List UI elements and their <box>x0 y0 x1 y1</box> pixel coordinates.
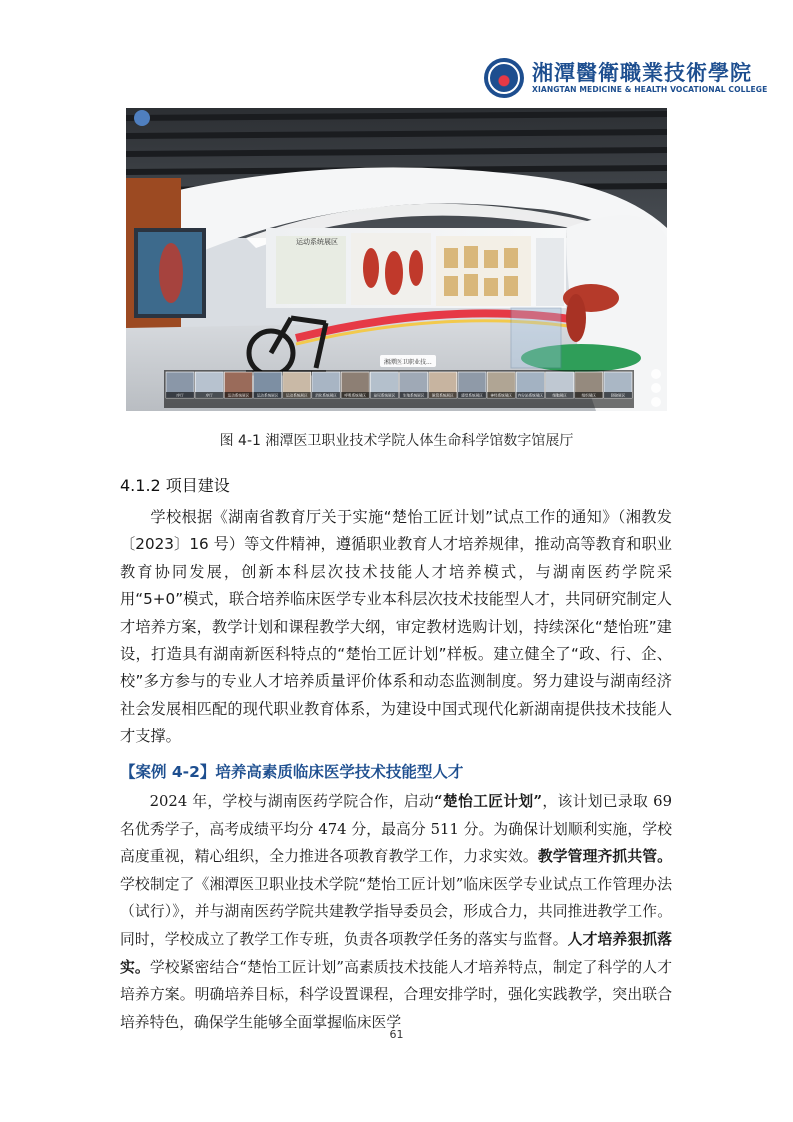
tour-thumbnail[interactable] <box>370 372 398 398</box>
school-seal-icon <box>484 58 524 98</box>
tour-thumbnail-label: 内分泌系统展区 <box>517 393 543 398</box>
tour-thumbnail[interactable] <box>575 372 603 398</box>
exhibit-sign: 运动系统展区 <box>296 238 338 246</box>
figure-caption: 图 4-1 湘潭医卫职业技术学院人体生命科学馆数字馆展厅 <box>219 433 574 449</box>
tour-thumbnail-label: 消化系统展区 <box>315 393 337 398</box>
tour-thumbnail[interactable] <box>487 372 515 398</box>
tour-thumbnail[interactable] <box>429 372 457 398</box>
tour-thumbnail-label: 泌尿系统展区 <box>373 393 396 398</box>
tour-thumbnail-label: 序厅 <box>176 393 184 398</box>
tour-thumbnail[interactable] <box>312 372 340 398</box>
tour-thumbnail[interactable] <box>400 372 428 398</box>
tour-thumbnail-label: 细胞展区 <box>552 393 567 398</box>
tour-thumbnail-label: 呼吸系统展区 <box>344 393 366 398</box>
tour-thumbnail[interactable] <box>254 372 282 398</box>
body-paragraph: 学校根据《湖南省教育厅关于实施“楚怡工匠计划”试点工作的通知》（湘教发〔2023〕16 号）等文件精神，遵循职业教育人才培养规律，推动高等教育和职业教育协同发展，创新本科层次技术技能人才培养模式，与湖南医药学院采用“5+0”模式，联合培养临床医学专业本科层次技术技能型人才，共同研究制定人才培养方案，教学计划和课程教学大纲，审定教材选购计划，持续深化“楚怡班”建设，打造具有湖南新医科特点的“楚怡工匠计划”样板。建立健全了“政、行、企、校”多方参与的专业人才培养质量评价体系和动态监测制度。努力建设与湖南经济社会发展相匹配的现代职业教育体系，为建设中国式现代化新湖南提供技术技能人才支撑。 <box>120 508 672 746</box>
share-icon[interactable] <box>651 383 661 393</box>
tour-search-text: 湘潭医卫职业技... <box>384 359 432 366</box>
school-name-en: XIANGTAN MEDICINE & HEALTH VOCATIONAL COLLEGE <box>532 85 768 94</box>
tour-thumbnail[interactable] <box>224 372 252 398</box>
tour-thumbnail[interactable] <box>458 372 486 398</box>
tour-thumbnail-label: 脉管系统展区 <box>432 393 454 398</box>
tour-thumbnail-label: 神经系统展区 <box>490 393 512 398</box>
tour-thumbnail-label: 胚胎展区 <box>610 393 626 398</box>
school-logo <box>484 58 767 98</box>
section-heading: 4.1.2 项目建设 <box>120 476 230 495</box>
tour-thumbnail[interactable] <box>195 372 223 398</box>
audio-icon[interactable] <box>651 369 661 379</box>
tour-thumbnail[interactable] <box>604 372 632 398</box>
case-title: 【案例 4-2】培养高素质临床医学技术技能型人才 <box>120 763 464 781</box>
tour-thumbnail-label: 感觉系统展区 <box>461 393 483 398</box>
fullscreen-icon[interactable] <box>651 397 661 407</box>
tour-thumbnail[interactable] <box>546 372 574 398</box>
tour-thumbnail-label: 运动系统展区 <box>256 393 279 398</box>
tour-thumbnail-label: 序厅 <box>205 393 213 398</box>
tour-thumbnail[interactable] <box>283 372 311 398</box>
school-name-cn: 湘潭醫衛職業技術學院 <box>532 60 752 85</box>
page-number: 61 <box>389 1028 404 1041</box>
tour-thumbnail-label: 生殖系统展区 <box>402 393 425 398</box>
tour-thumbnail[interactable] <box>516 372 544 398</box>
tour-thumbnail-label: 组织展区 <box>581 393 596 398</box>
exhibition-hall-photo <box>126 108 667 411</box>
case-paragraph: 2024 年，学校与湖南医药学院合作，启动“楚怡工匠计划”，该计划已录取 69 名优秀学子，高考成绩平均分 474 分，最高分 511 分。为确保计划顺利实施，学校高度重视，精心组织，全力推进各项教育教学工作，力求实效。教学管理齐抓共管。学校制定了《湘潭医卫职业技术学院“楚怡工匠计划”临床医学专业试点工作管理办法（试行）》，并与湖南医药学院共建教学指导委员会，形成合力，共同推进教学工作。同时，学校成立了教学工作专班，负责各项教学任务的落实与监督。人才培养狠抓落实。学校紧密结合“楚怡工匠计划”高素质技术技能人才培养特点，制定了科学的人才培养方案。明确培养目标，科学设置课程，合理安排学时，强化实践教学，突出联合培养特色，确保学生能够全面掌握临床医学 <box>120 793 672 1031</box>
tour-thumbnail[interactable] <box>341 372 369 398</box>
tour-logo-icon[interactable] <box>134 110 150 126</box>
tour-thumbnail-label: 运动系统展区 <box>227 393 250 398</box>
tour-thumbnail[interactable] <box>166 372 194 398</box>
tour-thumbnail-label: 运动系统展区 <box>286 393 308 398</box>
